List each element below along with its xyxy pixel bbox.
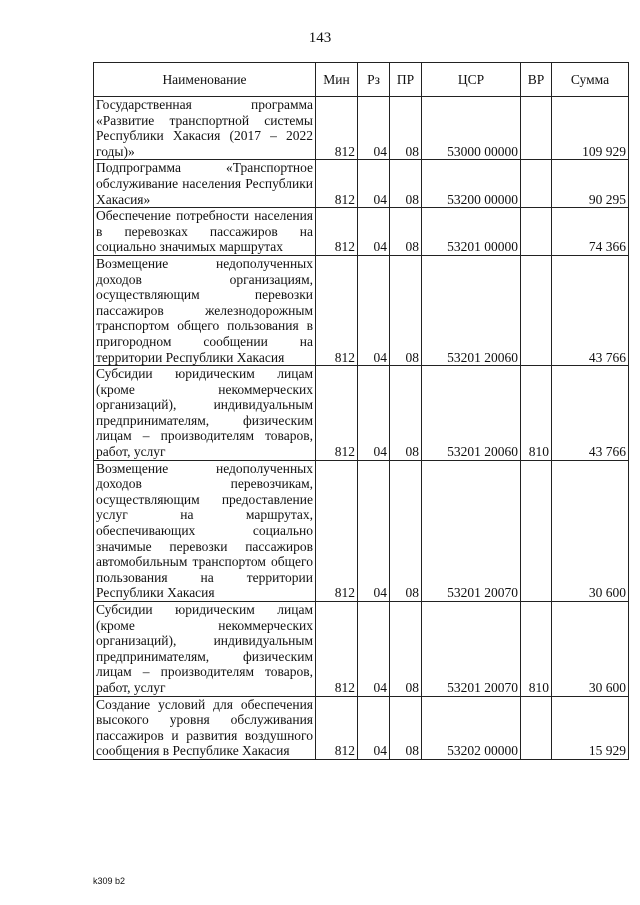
row-name: Государственная программа «Развитие транспортной системы Республики Хакасия (2017 – 2022 годы)»	[94, 97, 316, 160]
row-name: Подпрограмма «Транспортное обслуживание населения Республики Хакасия»	[94, 160, 316, 208]
row-pr: 08	[390, 460, 422, 601]
row-sum: 74 366	[552, 208, 629, 256]
row-sum: 90 295	[552, 160, 629, 208]
row-pr: 08	[390, 208, 422, 256]
row-rz: 04	[358, 160, 390, 208]
header-pr: ПР	[390, 63, 422, 97]
budget-table	[93, 62, 629, 760]
row-csr: 53200 00000	[422, 160, 521, 208]
row-sum: 43 766	[552, 255, 629, 365]
row-pr: 08	[390, 255, 422, 365]
row-min: 812	[316, 460, 358, 601]
row-name: Субсидии юридическим лицам (кроме некоммерческих организаций), индивидуальным предпринимателям, физическим лицам – производителям товаров, работ, услуг	[94, 366, 316, 461]
row-csr: 53201 20070	[422, 602, 521, 697]
header-name: Наименование	[94, 63, 316, 97]
header-vr: ВР	[521, 63, 552, 97]
row-csr: 53201 20060	[422, 255, 521, 365]
row-name: Субсидии юридическим лицам (кроме некоммерческих организаций), индивидуальным предпринимателям, физическим лицам – производителям товаров, работ, услуг	[94, 602, 316, 697]
row-name: Возмещение недополученных доходов организациям, осуществляющим перевозки пассажиров железнодорожным транспортом общего пользования в пригородном сообщении на территории Республики Хакасия	[94, 255, 316, 365]
header-rz: Рз	[358, 63, 390, 97]
row-min: 812	[316, 97, 358, 160]
table-header-row	[94, 63, 629, 97]
row-vr	[521, 696, 552, 759]
row-rz: 04	[358, 366, 390, 461]
table-row	[94, 208, 629, 256]
row-csr: 53201 20060	[422, 366, 521, 461]
row-csr: 53201 20070	[422, 460, 521, 601]
row-name: Обеспечение потребности населения в перевозках пассажиров на социально значимых маршрутах	[94, 208, 316, 256]
row-pr: 08	[390, 366, 422, 461]
row-sum: 109 929	[552, 97, 629, 160]
row-pr: 08	[390, 97, 422, 160]
row-name: Создание условий для обеспечения высокого уровня обслуживания пассажиров и развития воздушного сообщения в Республике Хакасия	[94, 696, 316, 759]
row-vr	[521, 255, 552, 365]
table-row	[94, 696, 629, 759]
page-number: 143	[308, 30, 332, 46]
row-min: 812	[316, 696, 358, 759]
table-row	[94, 460, 629, 601]
row-rz: 04	[358, 460, 390, 601]
row-rz: 04	[358, 696, 390, 759]
row-min: 812	[316, 255, 358, 365]
row-vr	[521, 208, 552, 256]
table-row	[94, 160, 629, 208]
table-row	[94, 97, 629, 160]
row-sum: 15 929	[552, 696, 629, 759]
row-name: Возмещение недополученных доходов перевозчикам, осуществляющим предоставление услуг на маршрутах, обеспечивающих социально значимые перевозки пассажиров автомобильным транспортом общего пользования на территории Республики Хакасия	[94, 460, 316, 601]
row-vr	[521, 460, 552, 601]
table-row	[94, 366, 629, 461]
header-min: Мин	[316, 63, 358, 97]
table-row	[94, 602, 629, 697]
row-vr	[521, 97, 552, 160]
row-pr: 08	[390, 160, 422, 208]
row-min: 812	[316, 160, 358, 208]
table-row	[94, 255, 629, 365]
row-vr: 810	[521, 366, 552, 461]
row-csr: 53202 00000	[422, 696, 521, 759]
row-rz: 04	[358, 602, 390, 697]
row-min: 812	[316, 602, 358, 697]
row-vr	[521, 160, 552, 208]
row-rz: 04	[358, 255, 390, 365]
row-min: 812	[316, 208, 358, 256]
row-csr: 53000 00000	[422, 97, 521, 160]
row-pr: 08	[390, 696, 422, 759]
row-rz: 04	[358, 97, 390, 160]
row-vr: 810	[521, 602, 552, 697]
row-csr: 53201 00000	[422, 208, 521, 256]
row-min: 812	[316, 366, 358, 461]
header-sum: Сумма	[552, 63, 629, 97]
row-rz: 04	[358, 208, 390, 256]
header-csr: ЦСР	[422, 63, 521, 97]
row-sum: 43 766	[552, 366, 629, 461]
row-sum: 30 600	[552, 602, 629, 697]
row-pr: 08	[390, 602, 422, 697]
row-sum: 30 600	[552, 460, 629, 601]
footer-code: k309 b2	[93, 876, 126, 886]
